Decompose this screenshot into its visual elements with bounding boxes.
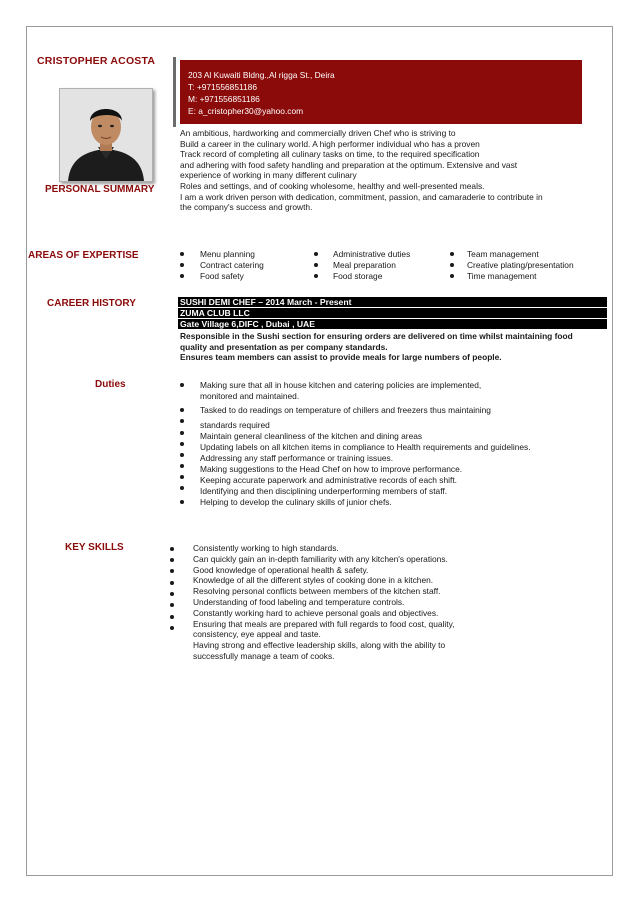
candidate-name: CRISTOPHER ACOSTA [37, 55, 156, 67]
list-item: Food safety [180, 271, 264, 282]
duties-heading: Duties [95, 379, 126, 390]
key-skills-list [193, 543, 454, 662]
list-item: Good knowledge of operational health & safety. [193, 564, 369, 575]
list-item: Understanding of food labeling and temperature controls. [193, 596, 405, 607]
career-location: Gate Village 6,DIFC , Dubai , UAE [178, 319, 607, 330]
bullet-icon [180, 408, 184, 412]
list-item: Knowledge of all the different styles of cooking done in a kitchen. [193, 575, 434, 586]
bullet-icon [170, 569, 174, 573]
contact-email[interactable]: E: a_cristopher30@yahoo.com [188, 106, 304, 116]
list-item: successfully manage a team of cooks. [193, 650, 335, 661]
list-item: Can quickly gain an in-depth familiarity with any kitchen's operations. [193, 553, 448, 564]
key-skills-heading: KEY SKILLS [65, 542, 124, 553]
bullet-icon [170, 547, 174, 551]
list-item: Time management [450, 271, 574, 282]
bullet-icon [170, 558, 174, 562]
bullet-icon [180, 383, 184, 387]
description-line: Responsible in the Sushi section for ensuring orders are delivered on time whilst maintaining food [180, 331, 573, 341]
career-description [180, 331, 573, 363]
bullet-icon [180, 464, 184, 468]
bullet-icon [180, 486, 184, 490]
summary-line: Roles and settings, and of cooking wholesome, healthy and well-presented meals. [180, 180, 485, 191]
summary-line: Track record of completing all culinary tasks on time, to the required specification [180, 149, 480, 160]
areas-of-expertise-heading: AREAS OF EXPERTISE [28, 250, 139, 261]
list-item: Having strong and effective leadership skills, along with the ability to [193, 640, 446, 651]
description-line: Ensures team members can assist to provide meals for large numbers of people. [180, 352, 502, 363]
chef-portrait-icon [60, 89, 152, 181]
expertise-column-3 [450, 249, 574, 283]
list-item: Meal preparation [314, 260, 410, 271]
bullet-icon [180, 263, 184, 267]
summary-line: An ambitious, hardworking and commercially driven Chef who is striving to [180, 128, 456, 138]
list-item: Consistently working to high standards. [193, 543, 339, 553]
contact-mobile: M: +971556851186 [188, 94, 260, 104]
bullet-icon [180, 431, 184, 435]
profile-photo [59, 88, 153, 182]
summary-line: experience of working in many different culinary [180, 170, 357, 181]
list-item: Administrative duties [314, 249, 410, 260]
bullet-icon [180, 453, 184, 457]
summary-line: and adhering with food safety handling and preparation at the optimum. Extensive and vast [180, 159, 518, 170]
career-history-heading: CAREER HISTORY [47, 298, 136, 309]
bullet-icon [450, 263, 454, 267]
personal-summary-heading: PERSONAL SUMMARY [45, 184, 155, 195]
personal-summary [180, 128, 605, 213]
contact-address: 203 Al Kuwaiti Bldng.,Al rigga St., Deira [188, 70, 335, 80]
career-company: ZUMA CLUB LLC [178, 308, 607, 319]
bullet-icon [450, 252, 454, 256]
bullet-icon [180, 500, 184, 504]
bullet-icon [314, 263, 318, 267]
list-item: Contract catering [180, 260, 264, 271]
bullet-icon [180, 419, 184, 423]
contact-divider [173, 57, 176, 127]
list-item: Resolving personal conflicts between members of the kitchen staff. [193, 586, 441, 597]
list-item: Team management [450, 249, 574, 260]
bullet-icon [314, 252, 318, 256]
summary-line: I am a work driven person with dedication, commitment, passion, and camaraderie to contribute in [180, 191, 543, 202]
bullet-icon [170, 592, 174, 596]
bullet-icon [180, 252, 184, 256]
list-item: Menu planning [180, 249, 264, 260]
list-item: Constantly working hard to achieve personal goals and objectives. [193, 607, 439, 618]
career-position: SUSHI DEMI CHEF – 2014 March - Present [178, 297, 607, 308]
contact-telephone: T: +971556851186 [188, 82, 258, 92]
contact-box [180, 60, 582, 124]
bullet-icon [180, 475, 184, 479]
bullet-icon [170, 626, 174, 630]
expertise-column-2 [314, 249, 410, 283]
bullet-icon [170, 615, 174, 619]
bullet-icon [450, 274, 454, 278]
expertise-column-1 [180, 249, 264, 283]
bullet-icon [180, 274, 184, 278]
bullet-icon [170, 603, 174, 607]
description-line: quality and presentation as per company standards. [180, 341, 388, 352]
list-item: Ensuring that meals are prepared with full regards to food cost, quality, [193, 618, 455, 629]
list-item: consistency, eye appeal and taste. [193, 629, 321, 640]
summary-line: Build a career in the culinary world. A high performer individual who has a proven [180, 138, 480, 149]
list-item: Creative plating/presentation [450, 260, 574, 271]
bullet-icon [314, 274, 318, 278]
bullet-icon [180, 442, 184, 446]
summary-line: the company's success and growth. [180, 202, 313, 213]
bullet-icon [170, 581, 174, 585]
list-item: Food storage [314, 271, 410, 282]
